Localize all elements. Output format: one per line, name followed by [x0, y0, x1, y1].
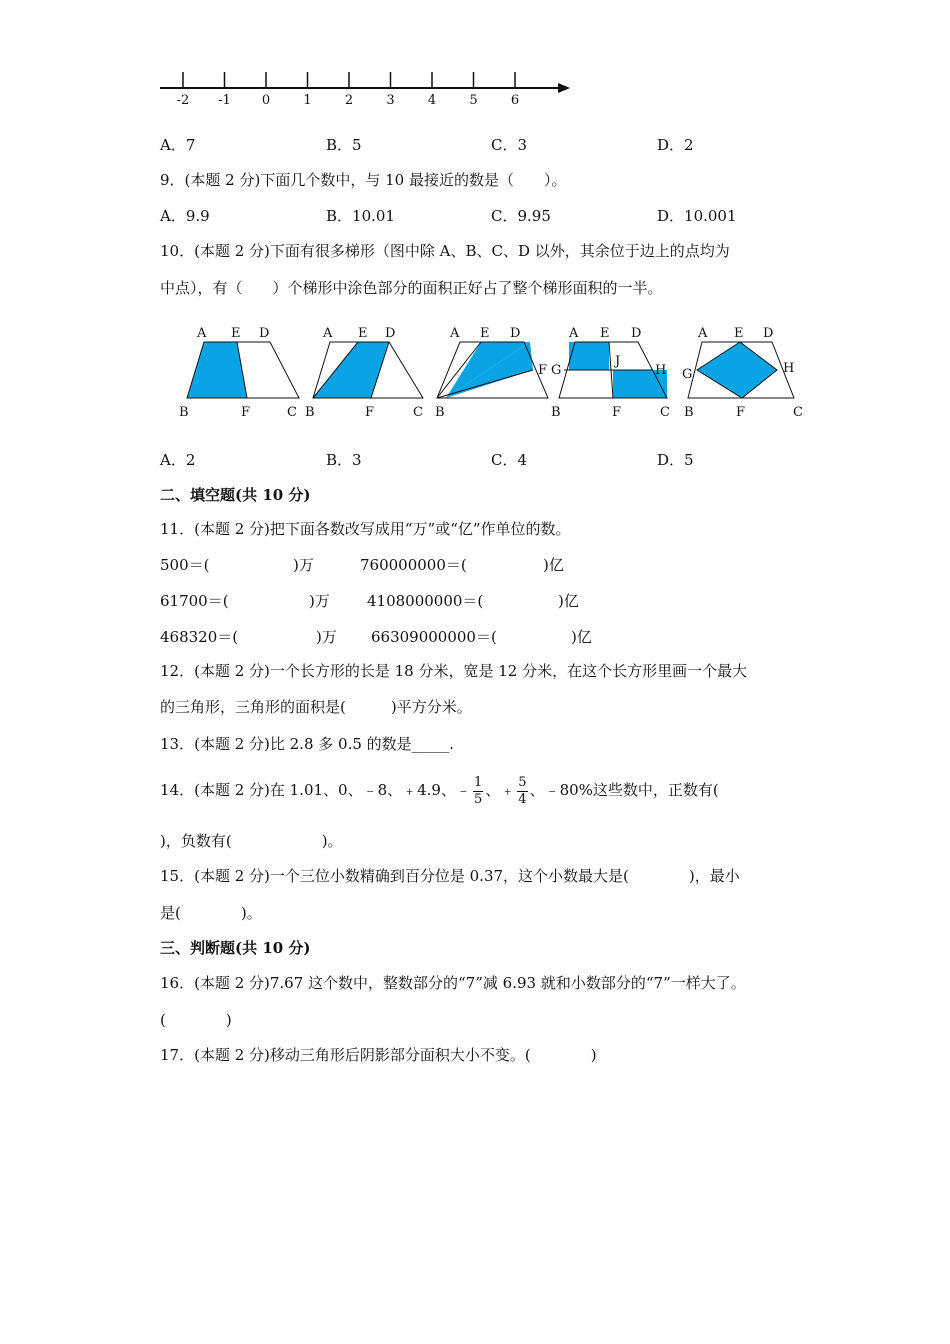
- fig3-label-d: D: [510, 326, 521, 341]
- fig3-label-a: A: [450, 326, 460, 341]
- q9-option-c[interactable]: C．9.95: [491, 207, 551, 225]
- q11-row2-left-unit: )万: [309, 592, 330, 610]
- q14-fraction-2: [517, 775, 527, 808]
- q11-row1-right-unit: )亿: [543, 556, 564, 574]
- fig4-label-h: H: [655, 363, 667, 378]
- q12-text-line1: 12．(本题 2 分)一个长方形的长是 18 分米，宽是 12 分米，在这个长方形里画一个最大: [160, 662, 748, 680]
- q10-option-d[interactable]: D．5: [657, 451, 694, 469]
- fig4-label-f: F: [612, 405, 622, 420]
- q14-suffix: 、﹣80%这些数中，正数有(: [529, 781, 719, 799]
- fig2-label-f: F: [365, 405, 375, 420]
- fig5-label-d: D: [763, 326, 774, 341]
- q14-text-line2: )，负数有( )。: [160, 832, 343, 850]
- q8-option-b[interactable]: B．5: [326, 136, 362, 154]
- q10-trapezoid-figures: [175, 322, 815, 422]
- q11-row3-right-unit: )亿: [571, 628, 592, 646]
- fig3-label-e: E: [480, 326, 490, 341]
- fig1-label-a: A: [197, 326, 207, 341]
- q15-text-line1: 15．(本题 2 分)一个三位小数精确到百分位是 0.37，这个小数最大是( )，最小: [160, 867, 740, 885]
- q14-frac1-den: 5: [473, 791, 483, 807]
- q11-row1-left-unit: )万: [293, 556, 314, 574]
- q9-option-a[interactable]: A．9.9: [160, 207, 210, 225]
- q14-fraction-1: [473, 775, 483, 808]
- fig4-label-j: J: [615, 354, 621, 369]
- q12-text-line2: 的三角形，三角形的面积是( )平方分米。: [160, 698, 472, 716]
- fig2-label-c: C: [413, 405, 423, 420]
- fig1-label-e: E: [231, 326, 241, 341]
- fig4-label-b: B: [551, 405, 561, 420]
- number-line-label: 3: [386, 93, 395, 108]
- number-line-label: -2: [176, 93, 190, 108]
- fig2-label-a: A: [323, 326, 333, 341]
- q16-answer-blank: ( ): [160, 1011, 232, 1029]
- number-line-label: 4: [427, 93, 437, 108]
- fig5-label-b: B: [684, 405, 694, 420]
- fig4-label-e: E: [600, 326, 610, 341]
- fig5-label-c: C: [793, 405, 803, 420]
- fig1-label-c: C: [287, 405, 297, 420]
- q8-option-d[interactable]: D．2: [657, 136, 694, 154]
- q13-text: 13．(本题 2 分)比 2.8 多 0.5 的数是_____.: [160, 735, 454, 753]
- fig3-label-f: F: [538, 363, 548, 378]
- fig2-label-d: D: [385, 326, 396, 341]
- fig1-label-d: D: [259, 326, 270, 341]
- number-line: [150, 62, 580, 112]
- q10-text-line1: 10．(本题 2 分)下面有很多梯形（图中除 A、B、C、D 以外，其余位于边上的点均为: [160, 242, 730, 260]
- fig5-label-e: E: [734, 326, 744, 341]
- q14-frac1-num: 1: [473, 774, 483, 790]
- number-line-label: 6: [510, 93, 520, 108]
- fig4-label-g: G: [551, 363, 562, 378]
- q10-text-line2: 中点），有（ ）个梯形中涂色部分的面积正好占了整个梯形面积的一半。: [160, 279, 663, 297]
- fig4-label-c: C: [660, 405, 670, 420]
- q14-prefix: 14．(本题 2 分)在 1.01、0、﹣8、﹢4.9、﹣: [160, 781, 471, 799]
- fig5-label-a: A: [698, 326, 708, 341]
- q15-text-line2: 是( )。: [160, 904, 262, 922]
- trapezoid-figure-4: [551, 326, 670, 420]
- fig5-label-g: G: [682, 367, 693, 382]
- q9-text: 9．(本题 2 分)下面几个数中，与 10 最接近的数是（ ）。: [160, 171, 567, 189]
- fig4-label-a: A: [569, 326, 579, 341]
- q8-option-a[interactable]: A．7: [160, 136, 196, 154]
- fig1-label-b: B: [179, 405, 189, 420]
- q11-row1-right: 760000000＝(: [360, 556, 467, 574]
- q14-frac2-num: 5: [518, 774, 527, 790]
- q10-option-c[interactable]: C．4: [491, 451, 528, 469]
- fig4-label-d: D: [631, 326, 642, 341]
- q11-row2-left: 61700＝(: [160, 592, 229, 610]
- q9-option-b[interactable]: B．10.01: [326, 207, 395, 225]
- q16-text-line1: 16．(本题 2 分)7.67 这个数中，整数部分的“7”减 6.93 就和小数部分的“7”一样大了。: [160, 974, 746, 992]
- fig2-label-e: E: [358, 326, 368, 341]
- q11-row1-left: 500＝(: [160, 556, 210, 574]
- number-line-label: -1: [218, 93, 231, 108]
- q14-text-line1: [160, 772, 719, 808]
- q17-text: 17．(本题 2 分)移动三角形后阴影部分面积大小不变。( ): [160, 1046, 597, 1064]
- q11-row3-left: 468320＝(: [160, 628, 239, 646]
- trapezoid-figure-3: [435, 326, 548, 420]
- number-line-label: 2: [344, 93, 354, 108]
- q11-text: 11．(本题 2 分)把下面各数改写成用“万”或“亿”作单位的数。: [160, 520, 571, 538]
- fig4-shaded-top-left: [569, 342, 609, 370]
- q11-row2-right-unit: )亿: [558, 592, 579, 610]
- fig1-label-f: F: [241, 405, 251, 420]
- number-line-label: 0: [261, 93, 271, 108]
- q11-row3-right: 66309000000＝(: [371, 628, 497, 646]
- q14-mid: 、﹢: [485, 781, 516, 799]
- section2-title: 二、填空题(共 10 分): [160, 486, 311, 504]
- trapezoid-figure-1: [179, 326, 299, 420]
- fig2-label-b: B: [305, 405, 315, 420]
- fig3-label-b: B: [435, 405, 445, 420]
- q10-option-b[interactable]: B．3: [326, 451, 362, 469]
- number-line-label: 1: [303, 93, 312, 108]
- trapezoid-figure-5: [682, 326, 803, 420]
- fig5-label-f: F: [736, 405, 746, 420]
- trapezoid-figure-2: [305, 326, 423, 420]
- q10-option-a[interactable]: A．2: [160, 451, 196, 469]
- section3-title: 三、判断题(共 10 分): [160, 939, 311, 957]
- q11-row2-right: 4108000000＝(: [367, 592, 484, 610]
- q14-frac2-den: 4: [518, 791, 527, 807]
- number-line-label: 5: [469, 93, 478, 108]
- fig5-shaded: [697, 342, 777, 398]
- q11-row3-left-unit: )万: [316, 628, 337, 646]
- fig5-label-h: H: [783, 361, 795, 376]
- q9-option-d[interactable]: D．10.001: [657, 207, 737, 225]
- q8-option-c[interactable]: C．3: [491, 136, 528, 154]
